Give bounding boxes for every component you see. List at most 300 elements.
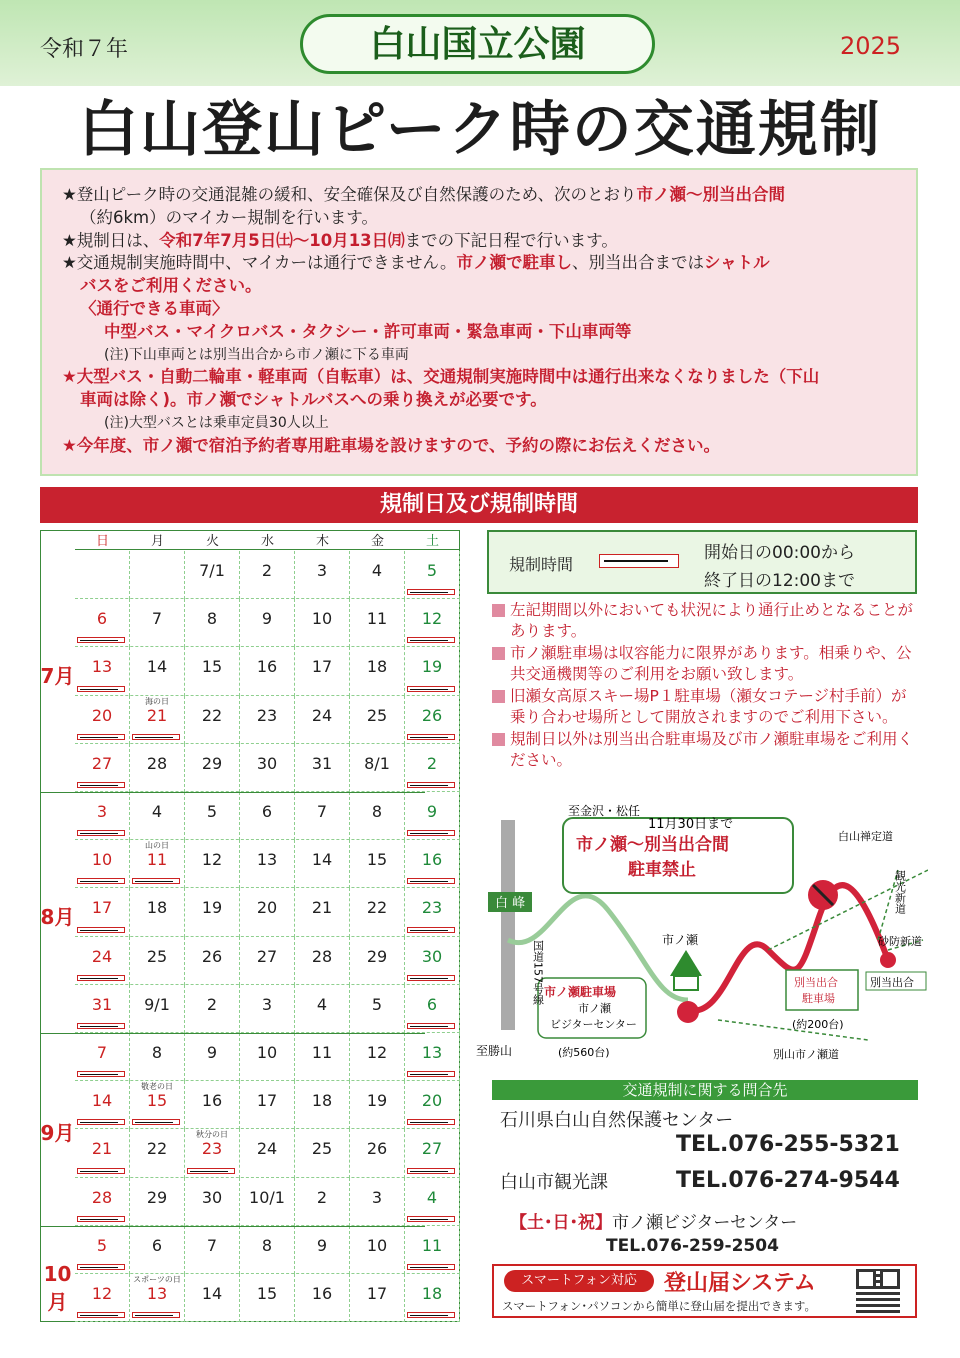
arrow-icon <box>132 1119 180 1125</box>
day-number: 7 <box>316 802 328 821</box>
month-label: 8月 <box>40 904 75 929</box>
calendar-week <box>75 696 460 744</box>
calendar-day <box>350 1226 405 1274</box>
calendar-day <box>350 1274 405 1322</box>
weekday-label: 木 <box>315 534 329 549</box>
day-number: 15 <box>256 1284 278 1303</box>
notice-text: までの下記日程で行います。 <box>404 230 618 250</box>
calendar-week <box>75 1081 460 1129</box>
day-number: 10 <box>366 1235 388 1255</box>
calendar-day <box>185 1081 240 1129</box>
calendar-day <box>240 1226 295 1274</box>
arrow-icon <box>77 1023 125 1029</box>
day-number: 28 <box>146 753 168 773</box>
arrow-icon <box>77 927 125 933</box>
day-number: 2 <box>261 561 273 580</box>
calendar-day <box>295 1178 350 1226</box>
arrow-icon <box>77 1168 125 1174</box>
calendar-day <box>240 647 295 695</box>
day-number: 20 <box>256 898 278 918</box>
legend-box <box>487 530 917 594</box>
calendar-day <box>295 1226 350 1274</box>
calendar-day <box>185 1274 240 1322</box>
day-number: 21 <box>91 1139 113 1159</box>
notice-highlight: シャトル <box>703 253 770 273</box>
day-number: 9 <box>316 1235 328 1255</box>
day-number: 13 <box>146 1284 168 1303</box>
calendar-day <box>130 888 185 936</box>
month-label: 9月 <box>40 1121 75 1146</box>
day-number: 4 <box>151 802 163 821</box>
calendar-day <box>240 840 295 888</box>
calendar-day <box>75 985 130 1033</box>
calendar-day <box>75 1033 130 1081</box>
arrow-icon <box>407 878 455 884</box>
calendar-day <box>130 551 185 599</box>
note-item: 旧瀬女高原スキー場P１駐車場（瀬女コテージ村手前）が乗り合わせ場所として開放されますのでご利用下さい。 <box>492 686 922 728</box>
day-number: 11 <box>366 609 388 629</box>
calendar-day <box>240 888 295 936</box>
day-number: 8 <box>261 1235 273 1255</box>
month-divider <box>40 792 425 793</box>
day-number: 5 <box>371 994 383 1014</box>
day-number: 13 <box>256 850 278 870</box>
schedule-title: 規制日及び規制時間 <box>40 487 918 523</box>
arrow-icon <box>407 1264 455 1270</box>
notice-text: ★登山ピーク時の交通混雑の緩和、安全確保及び自然保護のため、次のとおり <box>62 185 637 204</box>
calendar-week <box>75 744 460 792</box>
calendar-day <box>75 1081 130 1129</box>
contact-tel[interactable]: TEL.076-255-5321 <box>676 1132 900 1157</box>
day-number: 3 <box>261 994 273 1014</box>
month-divider <box>40 1033 425 1034</box>
calendar-week <box>75 840 460 888</box>
day-number: 27 <box>91 753 113 773</box>
calendar-day <box>185 985 240 1033</box>
day-number: 19 <box>201 898 223 918</box>
day-number: 3 <box>316 561 328 580</box>
notice-footnote: (注)下山車両とは別当出合から市ノ瀬に下る車両 <box>104 346 409 363</box>
calendar-day <box>240 696 295 744</box>
visitor-center-icon <box>670 950 702 976</box>
day-number: 27 <box>421 1139 443 1159</box>
calendar-day <box>75 792 130 840</box>
calendar-day <box>130 1226 185 1274</box>
day-number: 17 <box>256 1091 278 1111</box>
day-number: 9 <box>426 802 438 821</box>
day-number: 20 <box>421 1091 443 1111</box>
calendar-day <box>350 647 405 695</box>
day-number: 12 <box>91 1284 113 1303</box>
day-number: 6 <box>426 994 438 1014</box>
day-number: 2 <box>426 753 438 773</box>
day-number: 6 <box>261 802 273 821</box>
calendar-day <box>405 840 460 888</box>
day-number: 31 <box>311 753 333 773</box>
calendar-day <box>75 744 130 792</box>
calendar-day <box>75 1178 130 1226</box>
notice-box <box>40 168 918 476</box>
calendar-day <box>405 888 460 936</box>
smartphone-subtitle: スマートフォン･パソコンから簡単に登山届を提出できます。 <box>502 1299 816 1313</box>
notice-text: ★規制日は、 <box>62 230 160 250</box>
calendar-day <box>350 1033 405 1081</box>
arrow-icon <box>132 878 180 884</box>
day-number: 27 <box>256 946 278 966</box>
arrow-icon <box>77 975 125 981</box>
calendar-day <box>405 1033 460 1081</box>
calendar-day <box>130 1033 185 1081</box>
day-number: 12 <box>201 850 223 870</box>
calendar-day <box>240 551 295 599</box>
calendar-day <box>295 888 350 936</box>
notice-highlight: ★大型バス・自動二輪車・軽車両（自転車）は、交通規制実施時間中は通行出来なくなりました（下山 <box>62 367 820 387</box>
day-number: 22 <box>201 705 223 725</box>
calendar-day <box>295 647 350 695</box>
contact-tel[interactable]: TEL.076-274-9544 <box>676 1168 900 1193</box>
day-number: 14 <box>201 1284 223 1303</box>
notice-highlight: バスをご利用ください。 <box>80 276 262 296</box>
weekday-label: 土 <box>425 534 439 549</box>
betto-point-icon <box>880 952 896 968</box>
day-number: 15 <box>201 657 223 677</box>
arrow-icon <box>77 782 125 788</box>
route-map <box>468 800 928 1075</box>
arrow-icon <box>77 830 125 836</box>
calendar-week <box>75 792 460 840</box>
map-label: 駐車場 <box>802 992 835 1005</box>
arrow-icon <box>407 1071 455 1077</box>
day-number: 12 <box>421 609 443 629</box>
day-number: 19 <box>421 657 443 677</box>
calendar-day <box>405 1178 460 1226</box>
legend-start: 開始日の00:00から <box>704 543 855 563</box>
calendar-day <box>185 1178 240 1226</box>
day-number: 13 <box>91 657 113 677</box>
day-number: 17 <box>366 1284 388 1303</box>
day-number: 4 <box>316 994 328 1014</box>
day-number: 2 <box>316 1187 328 1207</box>
map-label: 至勝山 <box>476 1044 513 1058</box>
map-label: (約200台) <box>792 1018 844 1031</box>
calendar-day <box>295 792 350 840</box>
notice-highlight: 令和7年7月5日㈯～10月13日㈪ <box>159 230 405 250</box>
calendar-header <box>75 530 460 550</box>
map-label: 別当出合 <box>870 976 914 989</box>
day-number: 5 <box>206 802 218 821</box>
calendar-day <box>185 551 240 599</box>
day-number: 16 <box>421 850 443 870</box>
day-number: 10 <box>256 1043 278 1062</box>
calendar-day <box>295 937 350 985</box>
calendar-day <box>240 792 295 840</box>
notes-list <box>492 600 922 772</box>
map-label: 観光新道 <box>893 870 907 914</box>
weekday-label: 金 <box>370 534 384 549</box>
arrow-icon <box>77 686 125 692</box>
day-number: 11 <box>146 850 168 870</box>
calendar-day <box>350 696 405 744</box>
day-number: 26 <box>201 946 223 966</box>
day-number: 12 <box>366 1043 388 1062</box>
calendar-day <box>240 985 295 1033</box>
calendar-day <box>350 840 405 888</box>
day-number: 10 <box>311 609 333 629</box>
day-number: 15 <box>366 850 388 870</box>
calendar-day <box>240 1081 295 1129</box>
arrow-icon <box>407 975 455 981</box>
calendar-day <box>350 1178 405 1226</box>
day-number: 30 <box>256 753 278 773</box>
notice-highlight: 市ノ瀬～別当出合間 <box>636 185 785 204</box>
day-number: 6 <box>96 609 108 629</box>
calendar-day <box>240 1129 295 1177</box>
calendar-day <box>240 1178 295 1226</box>
ichinose-point-icon <box>677 1001 699 1023</box>
arrow-icon <box>407 589 455 595</box>
day-number: 19 <box>366 1091 388 1111</box>
note-item: 左記期間以外においても状況により通行止めとなることがあります。 <box>492 600 922 642</box>
legend-end: 終了日の12:00まで <box>704 571 855 591</box>
map-label: 白 峰 <box>495 896 526 911</box>
day-number: 4 <box>371 561 383 580</box>
weekday-label: 火 <box>205 534 219 549</box>
allowed-vehicles-heading: 〈通行できる車両〉 <box>80 298 229 318</box>
day-number: 7 <box>151 609 163 629</box>
day-number: 17 <box>311 657 333 677</box>
allowed-vehicles-list: 中型バス・マイクロバス・タクシー・許可車両・緊急車両・下山車両等 <box>104 321 632 341</box>
day-number: 24 <box>256 1139 278 1159</box>
day-number: 30 <box>201 1187 223 1207</box>
calendar-day <box>405 551 460 599</box>
map-label: 駐車禁止 <box>628 860 696 880</box>
arrow-icon <box>407 782 455 788</box>
contact-tel[interactable]: TEL.076-259-2504 <box>606 1236 779 1256</box>
day-number: 2 <box>206 994 218 1014</box>
page-title: 白山登山ピーク時の交通規制 <box>78 95 882 165</box>
calendar-week <box>75 551 460 599</box>
day-number: 10 <box>91 850 113 870</box>
map-label: 別当出合 <box>794 976 838 989</box>
day-number: 9 <box>206 1043 218 1062</box>
note-item: 市ノ瀬駐車場は収容能力に限界があります。相乗りや、公共交通機関等のご利用をお願い致します。 <box>492 643 922 685</box>
contact-heading: 交通規制に関する問合先 <box>492 1080 918 1100</box>
day-number: 14 <box>91 1091 113 1111</box>
map-label: 市ノ瀬 <box>578 1002 611 1015</box>
calendar-day <box>75 1274 130 1322</box>
calendar-day <box>185 937 240 985</box>
calendar-day <box>295 1274 350 1322</box>
calendar-day <box>185 599 240 647</box>
day-number: 31 <box>91 994 113 1014</box>
calendar-day <box>130 985 185 1033</box>
contact-org: 石川県白山自然保護センター <box>500 1110 734 1131</box>
day-number: 21 <box>311 898 333 918</box>
calendar-week <box>75 888 460 936</box>
day-number: 14 <box>311 850 333 870</box>
holiday-label: 秋分の日 <box>196 1130 228 1140</box>
day-number: 7/1 <box>199 561 225 580</box>
calendar-day <box>240 1033 295 1081</box>
calendar-week <box>75 1033 460 1081</box>
calendar-day <box>405 985 460 1033</box>
holiday-label: 敬老の日 <box>141 1082 173 1092</box>
calendar-day <box>240 1274 295 1322</box>
map-label: 市ノ瀬 <box>662 933 699 947</box>
arrow-icon <box>599 554 679 568</box>
arrow-icon <box>77 1119 125 1125</box>
calendar-day <box>185 1033 240 1081</box>
arrow-icon <box>407 927 455 933</box>
day-number: 22 <box>146 1139 168 1159</box>
month-label: 7月 <box>40 663 75 688</box>
calendar-day <box>350 792 405 840</box>
day-number: 5 <box>426 561 438 580</box>
contact-org-name: 市ノ瀬ビジターセンター <box>612 1213 798 1233</box>
calendar-week <box>75 937 460 985</box>
arrow-icon <box>77 878 125 884</box>
era-label: 令和７年 <box>40 37 129 62</box>
day-number: 16 <box>311 1284 333 1303</box>
calendar-day <box>350 985 405 1033</box>
map-label: 11月30日まで <box>648 817 734 832</box>
day-number: 25 <box>311 1139 333 1159</box>
park-name-badge: 白山国立公園 <box>300 14 655 74</box>
calendar-day <box>130 1129 185 1177</box>
calendar-day <box>75 647 130 695</box>
day-number: 9 <box>261 609 273 629</box>
calendar <box>40 530 460 1314</box>
weekday-label: 日 <box>95 534 109 549</box>
calendar-day <box>130 1081 185 1129</box>
arrow-icon <box>77 1216 125 1222</box>
day-number: 18 <box>366 657 388 677</box>
calendar-day <box>185 840 240 888</box>
notice-footnote: (注)大型バスとは乗車定員30人以上 <box>104 414 329 431</box>
arrow-icon <box>132 734 180 740</box>
calendar-day <box>130 840 185 888</box>
day-number: 16 <box>201 1091 223 1111</box>
calendar-day <box>130 937 185 985</box>
calendar-week <box>75 599 460 647</box>
day-number: 7 <box>96 1043 108 1062</box>
calendar-week <box>75 1226 460 1274</box>
month-label: 10月 <box>43 1262 72 1314</box>
calendar-day <box>130 744 185 792</box>
day-number: 18 <box>421 1284 443 1303</box>
notice-highlight: ★今年度、市ノ瀬で宿泊予約者専用駐車場を設けますので、予約の際にお伝えください。 <box>62 435 720 455</box>
map-label: 市ノ瀬～別当出合間 <box>576 835 729 855</box>
calendar-day <box>75 888 130 936</box>
smartphone-banner[interactable] <box>492 1264 917 1318</box>
arrow-icon <box>407 1119 455 1125</box>
day-number: 28 <box>311 946 333 966</box>
calendar-day <box>405 1081 460 1129</box>
calendar-day <box>405 647 460 695</box>
calendar-day <box>350 937 405 985</box>
smartphone-title: 登山届システム <box>664 1271 816 1296</box>
calendar-day <box>185 1129 240 1177</box>
day-number: 15 <box>146 1091 168 1111</box>
day-number: 13 <box>421 1043 443 1062</box>
arrow-icon <box>187 1168 235 1174</box>
smartphone-badge: スマートフォン対応 <box>504 1270 654 1292</box>
calendar-day <box>75 551 130 599</box>
calendar-day <box>185 696 240 744</box>
day-number: 4 <box>426 1187 438 1207</box>
day-number: 23 <box>256 705 278 725</box>
arrow-icon <box>407 734 455 740</box>
calendar-day <box>350 1081 405 1129</box>
day-number: 23 <box>421 898 443 918</box>
weekday-label: 月 <box>150 534 164 549</box>
calendar-day <box>295 1129 350 1177</box>
arrow-icon <box>77 1071 125 1077</box>
contact-org: 白山市観光課 <box>500 1172 608 1193</box>
calendar-day <box>295 840 350 888</box>
calendar-day <box>185 888 240 936</box>
calendar-day <box>295 1033 350 1081</box>
arrow-icon <box>407 1216 455 1222</box>
calendar-day <box>75 840 130 888</box>
calendar-day <box>240 599 295 647</box>
calendar-day <box>350 1129 405 1177</box>
calendar-day <box>350 551 405 599</box>
calendar-day <box>405 937 460 985</box>
calendar-day <box>295 1081 350 1129</box>
arrow-icon <box>77 1264 125 1270</box>
day-number: 3 <box>371 1187 383 1207</box>
calendar-week <box>75 1274 460 1322</box>
notice-highlight: 市ノ瀬で駐車し <box>456 253 572 273</box>
day-number: 17 <box>91 898 113 918</box>
day-number: 8/1 <box>364 753 390 773</box>
map-label: (約560台) <box>558 1046 610 1059</box>
calendar-day <box>295 551 350 599</box>
holiday-label: スポーツの日 <box>133 1275 181 1284</box>
arrow-icon <box>77 1312 125 1318</box>
day-number: 3 <box>96 802 108 821</box>
map-label: 国道157号線 <box>531 940 545 1005</box>
calendar-day <box>405 744 460 792</box>
day-number: 29 <box>201 753 223 773</box>
notice-highlight: 車両は除く)。市ノ瀬でシャトルバスへの乗り換えが必要です。 <box>80 390 547 410</box>
contact-org <box>510 1208 797 1233</box>
map-label: 市ノ瀬駐車場 <box>544 985 617 999</box>
contact-days: 【土･日･祝】 <box>510 1213 612 1233</box>
day-number: 25 <box>146 946 168 966</box>
calendar-day <box>75 937 130 985</box>
year-label: 2025 <box>840 32 902 60</box>
calendar-day <box>295 985 350 1033</box>
day-number: 8 <box>151 1043 163 1062</box>
qr-code-icon[interactable] <box>856 1269 900 1313</box>
calendar-day <box>295 744 350 792</box>
arrow-icon <box>132 1312 180 1318</box>
arrow-icon <box>407 1312 455 1318</box>
day-number: 18 <box>146 898 168 918</box>
calendar-day <box>295 696 350 744</box>
calendar-week <box>75 1129 460 1177</box>
day-number: 28 <box>91 1187 113 1207</box>
calendar-day <box>130 1178 185 1226</box>
holiday-label: 山の日 <box>145 841 169 851</box>
calendar-day <box>405 599 460 647</box>
arrow-icon <box>407 637 455 643</box>
calendar-day <box>350 888 405 936</box>
notice-text: 、別当出合までは <box>571 253 704 273</box>
calendar-day <box>405 1274 460 1322</box>
